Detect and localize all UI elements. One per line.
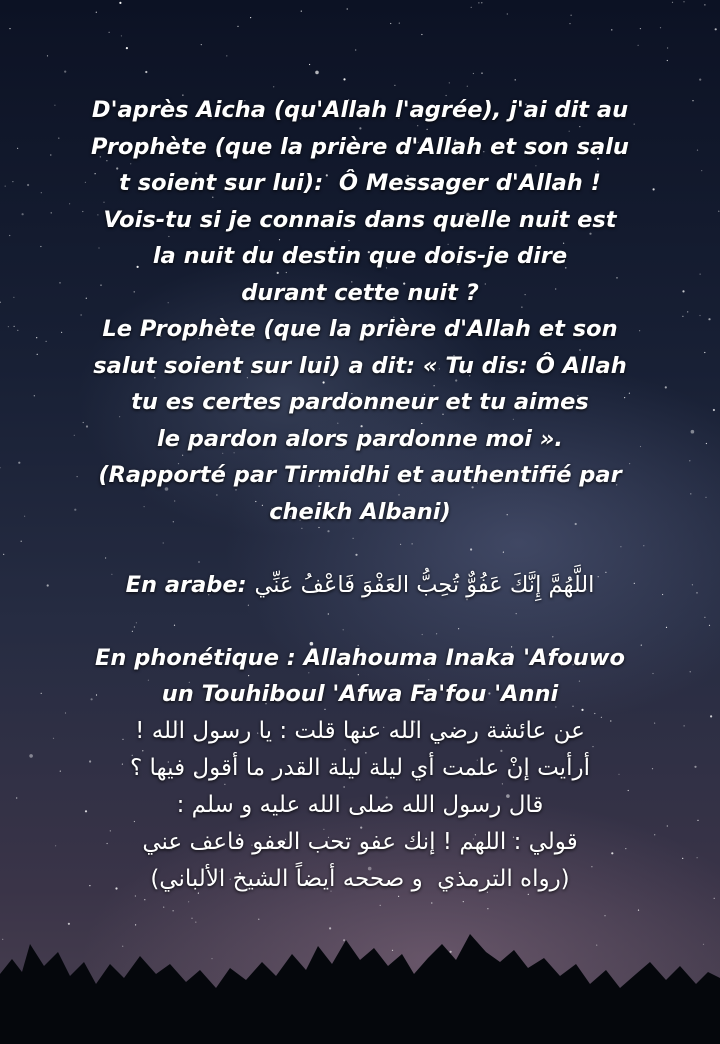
arabic-line: قال رسول الله صلى الله عليه و سلم : <box>176 791 544 818</box>
tree-silhouette <box>0 904 720 1044</box>
star <box>343 78 345 80</box>
star <box>667 47 668 48</box>
star <box>47 55 48 56</box>
star <box>704 4 705 5</box>
star <box>394 85 395 86</box>
hadith-text <box>0 92 720 898</box>
spacer <box>0 603 720 640</box>
star <box>660 27 661 28</box>
star <box>96 12 97 13</box>
star <box>421 34 422 35</box>
phonetic-line: En phonétique : Allahouma Inaka 'Afouwo <box>95 644 625 671</box>
star <box>463 901 464 902</box>
star <box>201 44 202 45</box>
french-line: tu es certes pardonneur et tu aimes <box>131 389 589 415</box>
arabic-dua: اللَّهُمَّ إِنَّكَ عَفُوٌّ تُحِبُّ العَفْوَ فَاعْفُ عَنِّي <box>254 571 595 598</box>
star <box>699 79 701 81</box>
star <box>347 8 348 9</box>
star <box>121 35 122 36</box>
star <box>237 26 238 27</box>
star <box>611 29 612 30</box>
star <box>507 13 508 14</box>
star <box>667 60 668 61</box>
star <box>640 28 641 29</box>
star <box>481 2 482 3</box>
star <box>273 86 274 87</box>
star <box>301 11 302 12</box>
star <box>309 64 310 65</box>
french-line: Prophète (que la prière d'Allah et son salu <box>91 133 629 160</box>
arabic-hadith <box>0 713 720 898</box>
star <box>250 17 251 18</box>
star <box>144 899 145 900</box>
arabic-line: قولي : اللهم ! إنك عفو تحب العفو فاعف عني <box>142 828 578 855</box>
star <box>226 55 227 56</box>
star <box>471 7 472 8</box>
star <box>399 23 400 24</box>
star <box>672 2 673 3</box>
french-line: t soient sur lui): Ô Messager d'Allah ! <box>119 170 601 196</box>
star <box>145 71 147 73</box>
arabic-dua-line <box>0 567 720 604</box>
star <box>683 1 684 2</box>
star <box>638 45 639 46</box>
star <box>569 23 570 24</box>
star <box>126 47 128 49</box>
arabic-line: عن عائشة رضي الله عنها قلت : يا رسول الله ! <box>135 717 585 744</box>
star <box>109 32 110 33</box>
star <box>315 71 319 75</box>
star <box>119 2 121 4</box>
french-line: durant cette nuit ? <box>241 279 479 306</box>
star <box>478 2 479 3</box>
arabic-label: En arabe: <box>125 571 247 598</box>
star <box>9 28 10 29</box>
star <box>715 28 717 30</box>
star <box>64 71 66 73</box>
french-line: cheikh Albani) <box>269 498 451 525</box>
french-line: le pardon alors pardonne moi ». <box>157 425 563 452</box>
french-line: (Rapporté par Tirmidhi et authentifié par <box>98 462 622 488</box>
star <box>714 898 715 899</box>
star <box>473 73 474 74</box>
star <box>481 73 482 74</box>
star <box>467 86 468 87</box>
french-line: Vois-tu si je connais dans quelle nuit est <box>103 206 617 233</box>
star <box>515 79 516 80</box>
phonetic-line: un Touhiboul 'Afwa Fa'fou 'Anni <box>161 681 559 707</box>
star <box>188 901 189 902</box>
star <box>390 23 391 24</box>
french-line: la nuit du destin que dois-je dire <box>152 243 568 269</box>
french-line: D'après Aicha (qu'Allah l'agrée), j'ai dit au <box>91 97 629 123</box>
arabic-line: (رواه الترمذي و صححه أيضاً الشيخ الألباني) <box>150 865 570 892</box>
spacer <box>0 530 720 567</box>
star <box>355 49 356 50</box>
star <box>449 82 450 83</box>
french-line: Le Prophète (que la prière d'Allah et son <box>102 316 618 342</box>
arabic-line: أرأيت إنْ علمت أي ليلة ليلة القدر ما أقول فيها ؟ <box>130 754 590 781</box>
french-line: salut soient sur lui) a dit: « Tu dis: Ô Allah <box>93 352 627 379</box>
star <box>571 15 572 16</box>
